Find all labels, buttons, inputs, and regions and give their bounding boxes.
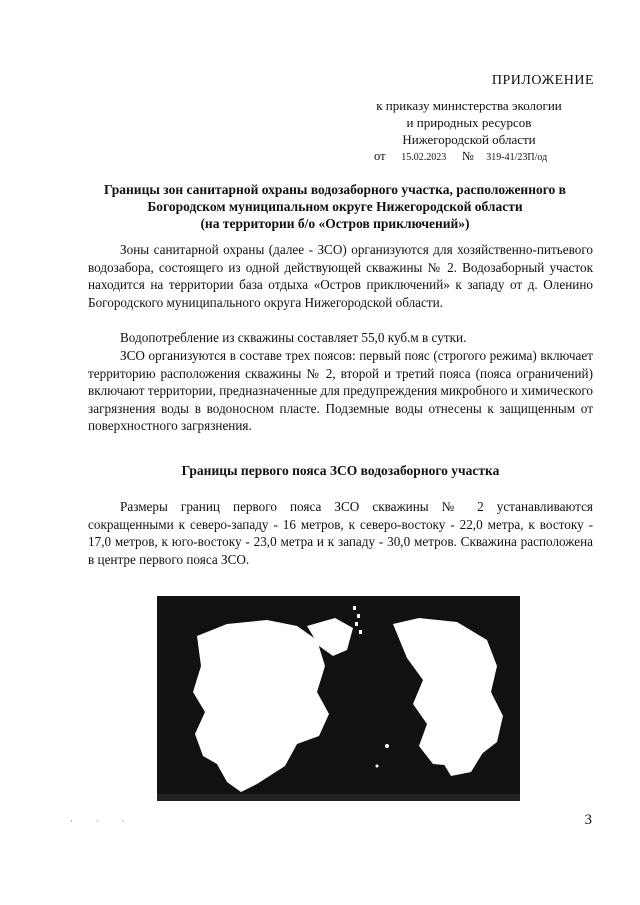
appendix-header xyxy=(344,72,594,166)
paragraph-boundaries xyxy=(88,498,593,568)
header-line-3: Нижегородской области xyxy=(402,132,536,147)
page-number: 3 xyxy=(584,812,592,828)
order-number-label: № xyxy=(461,149,474,163)
paragraph-intro xyxy=(88,241,593,311)
document-title-line-1: Границы зон санитарной охраны водозаборного участка, расположенного в xyxy=(104,182,566,197)
order-from-label: от xyxy=(374,149,386,163)
order-reference xyxy=(344,148,594,166)
site-photo xyxy=(157,596,520,801)
paragraph-consumption-text: Водопотребление из скважины составляет 55,0 куб.м в сутки. xyxy=(120,330,467,345)
section-title: Границы первого пояса ЗСО водозаборного участка xyxy=(181,463,500,478)
order-date: 15.02.2023 xyxy=(401,152,447,163)
document-title-line-3: (на территории б/о «Остров приключений») xyxy=(200,216,470,231)
paragraph-boundaries-text: Размеры границ первого пояса ЗСО скважины № 2 устанавливаются сокращенными к северо-западу - 16 метров, к северо-востоку - 22,0 метра, к востоку - 17,0 метров, к юго-востоку - 23,0 метра и к западу - 30,0 метров. Скважина расположена в центре первого пояса ЗСО. xyxy=(88,499,593,567)
paragraph-zones-text: ЗСО организуются в составе трех поясов: первый пояс (строгого режима) включает территорию расположения скважины № 2, второй и третий пояса (пояса ограничений) включают территории, предназначенные для предупреждения микробного и химического загрязнения воды в водоносном пласте. Подземные воды отнесены к защищенным от поверхностного загрязнения. xyxy=(88,348,593,433)
document-title-line-2: Богородском муниципальном округе Нижегородской области xyxy=(147,199,523,214)
header-line-2: и природных ресурсов xyxy=(406,115,532,130)
paragraph-intro-text: Зоны санитарной охраны (далее - ЗСО) организуются для хозяйственно-питьевого водозабора, состоящего из одной действующей скважины № 2. Водозаборный участок находится на территории база отдыха «Остров приключений» к западу от д. Оленино Богородского муниципального округа Нижегородской области. xyxy=(88,242,593,310)
scan-artifact: · · · xyxy=(70,816,129,826)
appendix-title: ПРИЛОЖЕНИЕ xyxy=(491,73,594,88)
site-photo-image xyxy=(157,596,520,801)
header-line-1: к приказу министерства экологии xyxy=(376,98,562,113)
order-number: 319-41/23П/од xyxy=(486,152,548,163)
paragraph-zones xyxy=(88,347,593,435)
paragraph-consumption xyxy=(88,329,593,347)
document-title xyxy=(70,181,600,232)
